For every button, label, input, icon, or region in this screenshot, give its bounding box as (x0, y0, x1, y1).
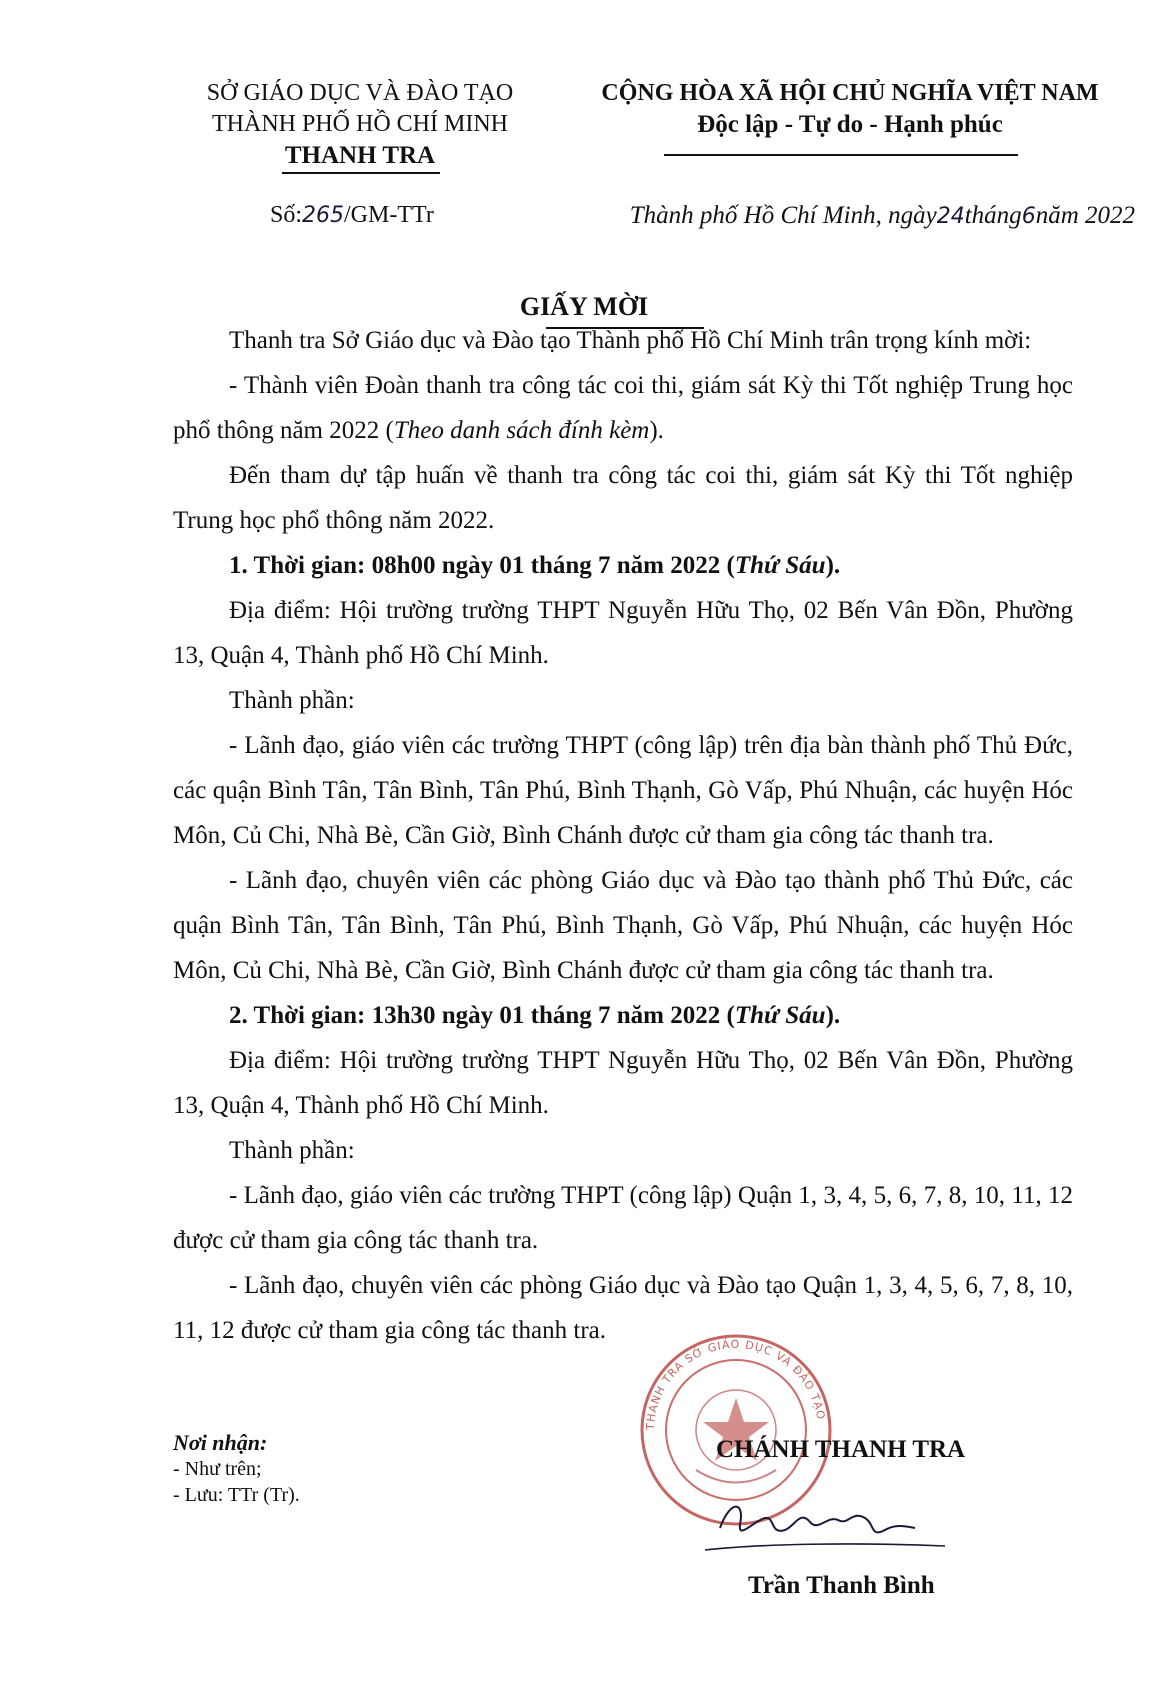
session-1-time: 1. Thời gian: 08h00 ngày 01 tháng 7 năm 2022 ( (229, 552, 735, 579)
session-2-day: Thứ Sáu (734, 1002, 826, 1029)
motto-underline (664, 154, 1018, 156)
intro-paragraph: Thanh tra Sở Giáo dục và Đào tạo Thành phố Hồ Chí Minh trân trọng kính mời: (229, 327, 1032, 354)
date-day-handwritten: 24 (936, 204, 965, 229)
motto: Độc lập - Tự do - Hạnh phúc (697, 111, 1003, 138)
agency-underline (282, 172, 440, 174)
purpose-paragraph: Đến tham dự tập huấn về thanh tra công tác coi thi, giám sát Kỳ thi Tốt nghiệp Trung học phổ thông năm 2022. (173, 462, 1073, 534)
agency-line-1: SỞ GIÁO DỤC VÀ ĐÀO TẠO (206, 80, 514, 106)
national-motto-block (560, 78, 1140, 140)
document-body (173, 318, 1073, 1353)
handwritten-signature (700, 1490, 950, 1560)
session-2-close: ). (825, 1002, 841, 1029)
session-1-close: ). (825, 552, 841, 579)
session-2-composition-label: Thành phần: (229, 1137, 355, 1164)
invitee-text: - Thành viên Đoàn thanh tra công tác coi thi, giám sát Kỳ thi Tốt nghiệp Trung học phổ thông năm 2022 ( (173, 372, 1073, 444)
date-text-1: Thành phố Hồ Chí Minh, ngày (629, 202, 937, 229)
recipients-block (173, 1430, 300, 1508)
document-number (270, 202, 434, 229)
date-text-3: năm 2022 (1035, 202, 1135, 229)
country-name: CỘNG HÒA XÃ HỘI CHỦ NGHĨA VIỆT NAM (601, 80, 1099, 106)
recipient-item: - Như trên; (173, 1458, 262, 1480)
session-2-item-1: - Lãnh đạo, giáo viên các trường THPT (công lập) Quận 1, 3, 4, 5, 6, 7, 8, 10, 11, 12 được cử tham gia công tác thanh tra. (173, 1182, 1073, 1254)
svg-text:THANH TRA SỞ GIÁO DỤC VÀ ĐÀO T: THANH TRA SỞ GIÁO DỤC VÀ ĐÀO TẠO (643, 1337, 828, 1431)
session-1-place: Địa điểm: Hội trường trường THPT Nguyễn Hữu Thọ, 02 Bến Vân Đồn, Phường 13, Quận 4, Thành phố Hồ Chí Minh. (173, 597, 1073, 669)
session-1-item-2: - Lãnh đạo, chuyên viên các phòng Giáo dục và Đào tạo thành phố Thủ Đức, các quận Bình Tân, Tân Bình, Tân Phú, Bình Thạnh, Gò Vấp, Phú Nhuận, các huyện Hóc Môn, Củ Chi, Nhà Bè, Cần Giờ, Bình Chánh được cử tham gia công tác thanh tra. (173, 867, 1073, 984)
session-2-heading (173, 993, 1073, 1038)
document-number-handwritten: 265 (302, 203, 345, 228)
invitee-paragraph (173, 363, 1073, 453)
recipients-heading: Nơi nhận: (173, 1430, 268, 1455)
document-title: GIẤY MỜI (519, 292, 649, 321)
invitee-close: ). (649, 417, 664, 444)
signer-title: CHÁNH THANH TRA (716, 1436, 966, 1463)
document-number-prefix: Số: (270, 202, 303, 228)
agency-line-2: THÀNH PHỐ HỒ CHÍ MINH (212, 111, 508, 137)
invitee-note: Theo danh sách đính kèm (393, 417, 650, 444)
session-1-item-1: - Lãnh đạo, giáo viên các trường THPT (công lập) trên địa bàn thành phố Thủ Đức, các quận Bình Tân, Tân Bình, Tân Phú, Bình Thạnh, Gò Vấp, Phú Nhuận, các huyện Hóc Môn, Củ Chi, Nhà Bè, Cần Giờ, Bình Chánh được cử tham gia công tác thanh tra. (173, 732, 1073, 849)
session-2-item-2: - Lãnh đạo, chuyên viên các phòng Giáo dục và Đào tạo Quận 1, 3, 4, 5, 6, 7, 8, 10, 11, 12 được cử tham gia công tác thanh tra. (173, 1272, 1073, 1344)
issue-date (560, 202, 1135, 230)
agency-line-3: THANH TRA (284, 142, 436, 169)
session-2-time: 2. Thời gian: 13h30 ngày 01 tháng 7 năm 2022 ( (229, 1002, 735, 1029)
recipient-item: - Lưu: TTr (Tr). (173, 1484, 300, 1506)
session-1-heading (173, 543, 1073, 588)
date-text-2: tháng (964, 202, 1022, 229)
session-1-day: Thứ Sáu (734, 552, 826, 579)
signer-name: Trần Thanh Bình (748, 1572, 935, 1599)
issuing-agency-block (160, 78, 560, 171)
session-2-place: Địa điểm: Hội trường trường THPT Nguyễn Hữu Thọ, 02 Bến Vân Đồn, Phường 13, Quận 4, Thành phố Hồ Chí Minh. (173, 1047, 1073, 1119)
document-number-suffix: /GM-TTr (344, 202, 434, 228)
date-month-handwritten: 6 (1021, 204, 1036, 229)
session-1-composition-label: Thành phần: (229, 687, 355, 714)
